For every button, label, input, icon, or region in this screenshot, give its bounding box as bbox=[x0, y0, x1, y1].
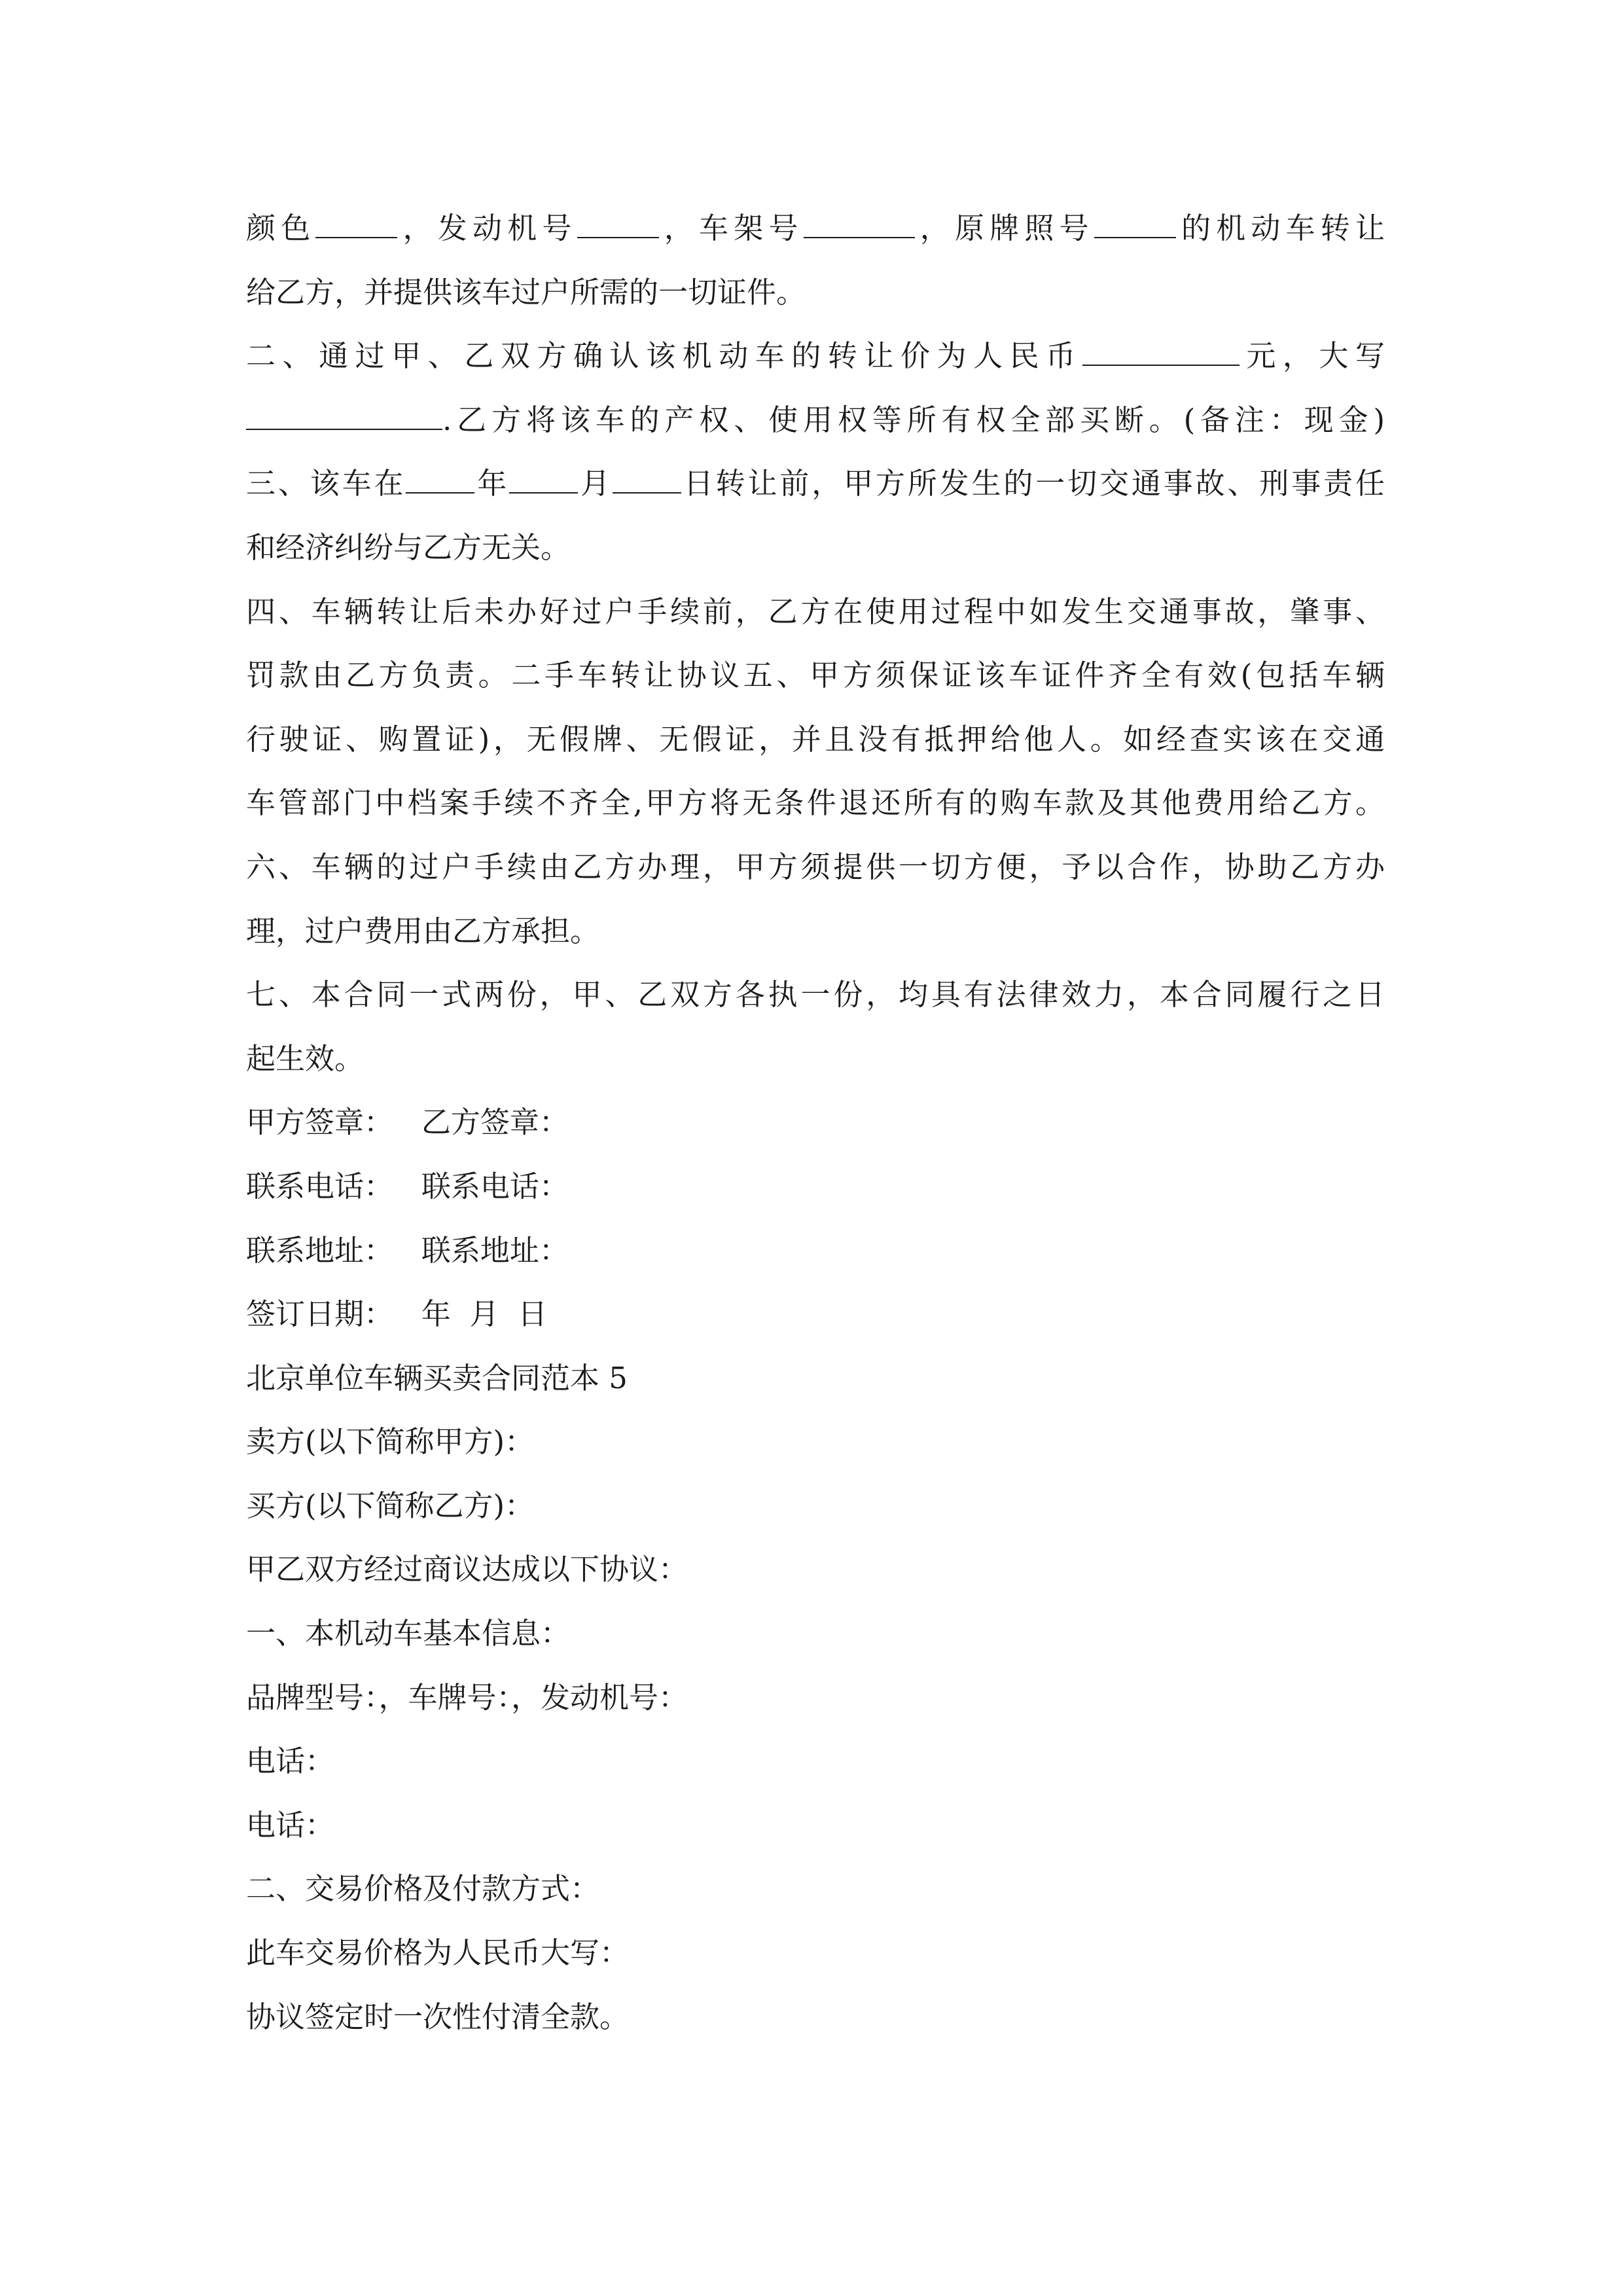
blank-field-month bbox=[509, 473, 578, 493]
address-line: 联系地址： 联系地址： bbox=[246, 1232, 569, 1268]
agreement-intro: 甲乙双方经过商议达成以下协议： bbox=[246, 1552, 688, 1587]
text-segment: ，原牌照号 bbox=[914, 211, 1094, 245]
contract-line bbox=[246, 388, 1385, 452]
contract-line: 四、车辆转让后未办好过户手续前，乙方在使用过程中如发生交通事故，肇事、 bbox=[246, 594, 1385, 629]
text-segment: 三、该车在 bbox=[246, 466, 406, 501]
phone-line: 联系电话： 联系电话： bbox=[246, 1168, 569, 1204]
blank-field-price-uppercase bbox=[246, 409, 442, 430]
contract-line bbox=[246, 196, 1385, 260]
contract-line bbox=[246, 452, 1385, 516]
contract-line bbox=[246, 324, 1385, 388]
text-segment: 二、通过甲、乙双方确认该机动车的转让价为人民币 bbox=[246, 338, 1082, 374]
contract-line: 七、本合同一式两份，甲、乙双方各执一份，均具有法律效力，本合同履行之日 bbox=[246, 977, 1385, 1013]
contract-line: 给乙方，并提供该车过户所需的一切证件。 bbox=[246, 274, 806, 310]
section-title: 北京单位车辆买卖合同范本 5 bbox=[246, 1360, 628, 1395]
clause-heading: 二、交易价格及付款方式： bbox=[246, 1871, 600, 1907]
blank-field-color bbox=[315, 217, 397, 238]
blank-field-plate-number bbox=[1094, 217, 1176, 238]
contract-line: 起生效。 bbox=[246, 1041, 365, 1076]
blank-field-day bbox=[613, 473, 681, 493]
blank-field-frame-number bbox=[804, 217, 915, 238]
price-line: 此车交易价格为人民币大写： bbox=[246, 1935, 630, 1971]
signature-line: 甲方签章： 乙方签章： bbox=[246, 1105, 569, 1140]
seller-line: 卖方(以下简称甲方)： bbox=[246, 1424, 535, 1460]
blank-field-price bbox=[1082, 345, 1240, 366]
contract-line: 罚款由乙方负责。二手车转让协议五、甲方须保证该车证件齐全有效(包括车辆 bbox=[246, 658, 1385, 693]
text-segment: 年 bbox=[474, 466, 510, 501]
text-segment: 日转让前，甲方所发生的一切交通事故、刑事责任 bbox=[681, 466, 1385, 501]
contract-line: 理，过户费用由乙方承担。 bbox=[246, 913, 600, 948]
contract-line: 和经济纠纷与乙方无关。 bbox=[246, 529, 571, 565]
text-segment: ，车架号 bbox=[658, 211, 804, 245]
blank-field-engine-number bbox=[577, 217, 659, 238]
text-segment: 的机动车转让 bbox=[1175, 211, 1385, 245]
contract-line: 车管部门中档案手续不齐全,甲方将无条件退还所有的购车款及其他费用给乙方。 bbox=[246, 785, 1385, 821]
payment-line: 协议签定时一次性付清全款。 bbox=[246, 1999, 630, 2034]
text-segment: 月 bbox=[578, 466, 613, 501]
buyer-line: 买方(以下简称乙方)： bbox=[246, 1488, 535, 1523]
vehicle-info-line: 品牌型号：，车牌号：，发动机号： bbox=[246, 1679, 688, 1715]
contract-line: 行驶证、购置证)，无假牌、无假证，并且没有抵押给他人。如经查实该在交通 bbox=[246, 721, 1385, 757]
document-page bbox=[246, 196, 1385, 2049]
text-segment: 元，大写 bbox=[1239, 338, 1385, 374]
contract-line: 六、车辆的过户手续由乙方办理，甲方须提供一切方便，予以合作，协助乙方办 bbox=[246, 849, 1385, 884]
clause-heading: 一、本机动车基本信息： bbox=[246, 1616, 571, 1651]
blank-field-year bbox=[406, 473, 474, 493]
phone-line: 电话： bbox=[246, 1744, 335, 1779]
date-line: 签订日期： 年 月 日 bbox=[246, 1297, 548, 1332]
text-segment: 颜色 bbox=[246, 211, 316, 245]
text-segment: ，发动机号 bbox=[397, 211, 577, 245]
phone-line: 电话： bbox=[246, 1807, 335, 1842]
text-segment: .乙方将该车的产权、使用权等所有权全部买断。(备注：现金) bbox=[442, 402, 1385, 437]
